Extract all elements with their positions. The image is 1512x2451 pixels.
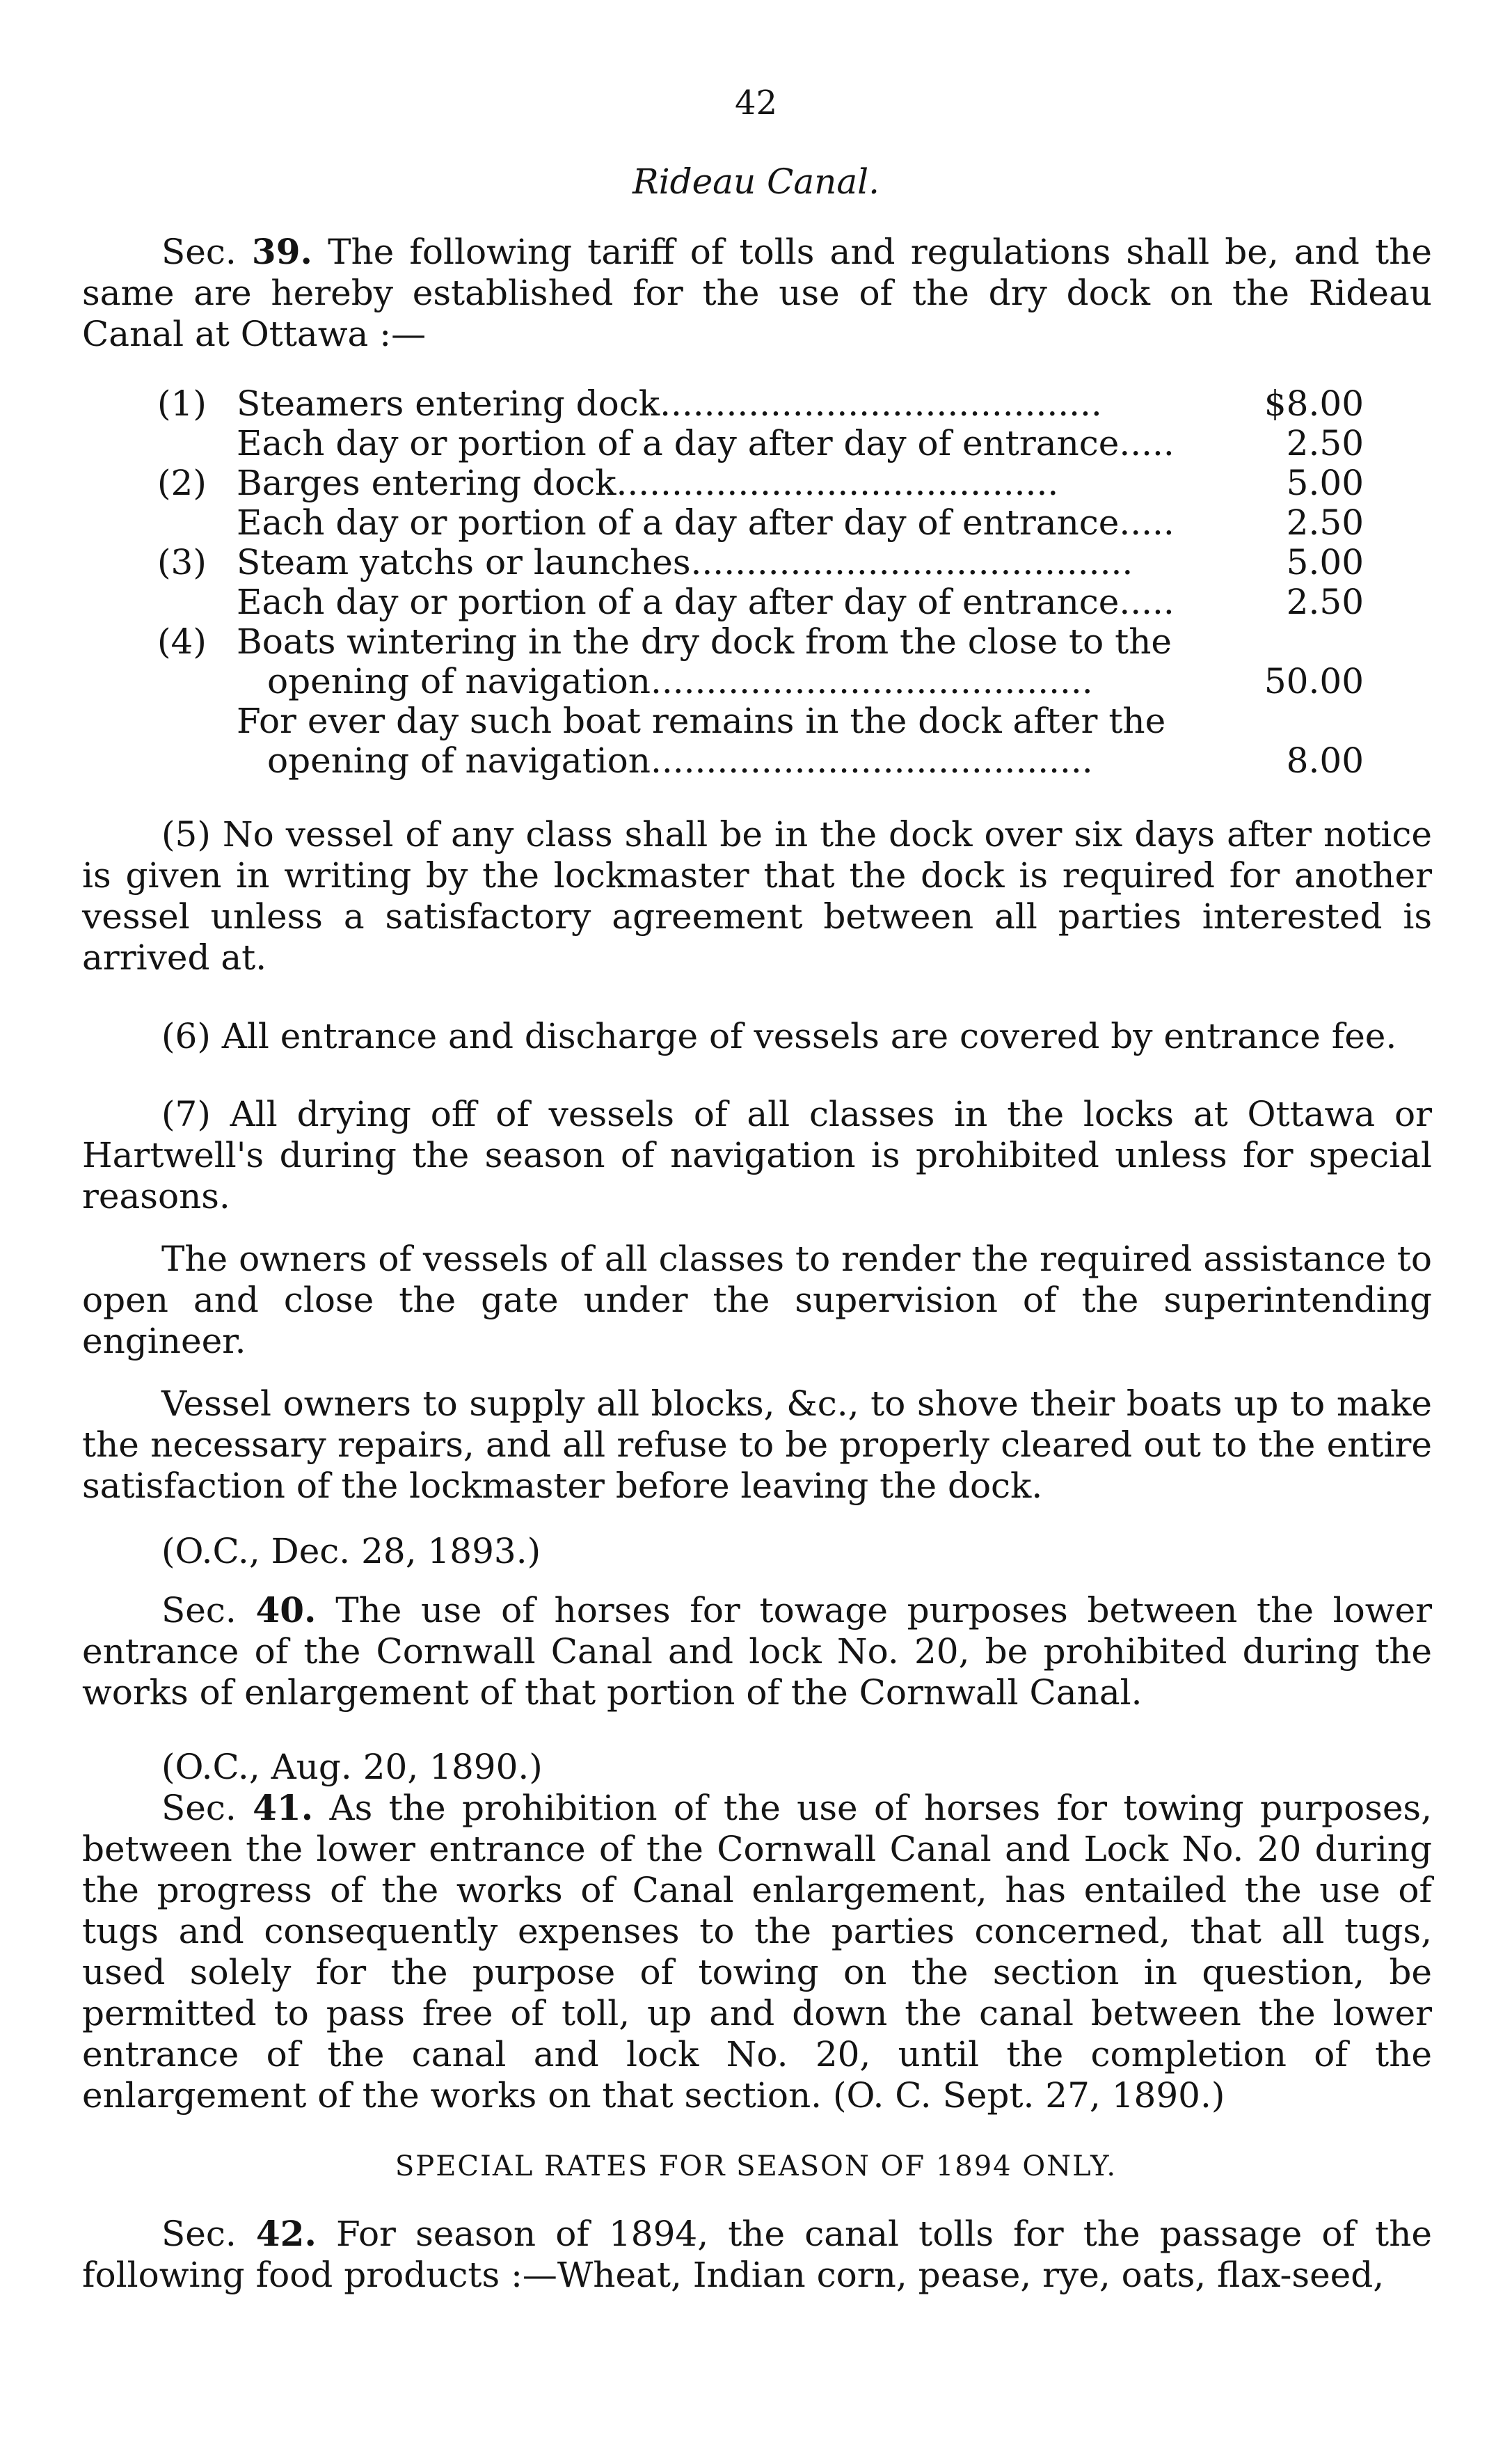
item-amount: 5.00 [1286, 542, 1364, 582]
item-amount: 8.00 [1286, 740, 1364, 781]
section-number: 41. [253, 1787, 314, 1828]
regulation-owners-blocks: Vessel owners to supply all blocks, &c., to shove their boats up to make the necessary repairs, and all refuse to be properly cleared out to the entire satisfaction of the lockmaster before leaving the dock. [82, 1383, 1432, 1506]
item-description: Steam yatchs or launches........................................ [237, 543, 1133, 582]
item-description-line: opening of navigation........................................ [267, 662, 1093, 701]
tariff-row [157, 582, 1364, 622]
tariff-row [157, 384, 1364, 424]
section-text: The following tariff of tolls and regulations shall be, and the same are hereby established for the use of the dry dock on the Rideau Canal at Ottawa :— [82, 232, 1432, 354]
item-amount: 5.00 [1286, 463, 1364, 503]
regulation-7: (7) All drying off of vessels of all classes in the locks at Ottawa or Hartwell's during the season of navigation is prohibited unless for special reasons. [82, 1094, 1432, 1216]
item-description: Each day or portion of a day after day of entrance..... [237, 424, 1175, 463]
section-label: Sec. [161, 2214, 237, 2254]
item-description: Barges entering dock........................................ [237, 463, 1059, 503]
item-number: (1) [157, 383, 207, 424]
section-ref: (O. C. Sept. 27, 1890.) [832, 2075, 1225, 2116]
section-42 [82, 2213, 1432, 2296]
item-description: Each day or portion of a day after day of entrance..... [237, 582, 1175, 622]
special-rates-heading: SPECIAL RATES FOR SEASON OF 1894 ONLY. [395, 2150, 1117, 2182]
item-description-line: For ever day such boat remains in the dock after the [237, 701, 1166, 741]
section-number: 39. [251, 231, 312, 272]
item-description-line: opening of navigation........................................ [267, 741, 1093, 781]
tariff-row [157, 622, 1364, 701]
item-amount: 2.50 [1286, 502, 1364, 543]
order-in-council-ref: (O.C., Aug. 20, 1890.) [161, 1747, 543, 1787]
tariff-row [157, 543, 1364, 582]
section-39 [82, 231, 1432, 355]
item-number: (2) [157, 463, 207, 503]
section-40 [82, 1589, 1432, 1713]
item-description-line: Boats wintering in the dry dock from the close to the [237, 622, 1172, 662]
section-41 [82, 1787, 1432, 2116]
item-number: (3) [157, 542, 207, 582]
section-label: Sec. [161, 1788, 237, 1828]
section-text: As the prohibition of the use of horses for towing purposes, between the lower entrance of the Cornwall Canal and Lock No. 20 during the progress of the works of Canal enlargement, has entailed the use of tugs and consequently expenses to the parties concerned, that all tugs, used solely for the purpose of towing on the section in question, be permitted to pass free of toll, up and down the canal between the lower entrance of the canal and lock No. 20, until the completion of the enlargement of the works on that section. [82, 1788, 1432, 2116]
running-head: Rideau Canal. [632, 161, 880, 202]
tariff-row [157, 701, 1364, 781]
order-in-council-ref: (O.C., Dec. 28, 1893.) [161, 1531, 541, 1571]
tariff-row [157, 424, 1364, 463]
item-description [237, 701, 1200, 781]
item-description: Each day or portion of a day after day of entrance..... [237, 503, 1175, 543]
page-number: 42 [734, 84, 778, 122]
section-number: 40. [255, 1589, 317, 1631]
section-text: The use of horses for towage purposes between the lower entrance of the Cornwall Canal and lock No. 20, be prohibited during the works of enlargement of that portion of the Cornwall Canal. [82, 1590, 1433, 1713]
section-label: Sec. [161, 232, 237, 272]
item-amount: 50.00 [1264, 661, 1364, 701]
dry-dock-tariff [157, 384, 1364, 781]
item-description [237, 622, 1200, 701]
item-description: Steamers entering dock........................................ [237, 384, 1102, 424]
item-amount: 2.50 [1286, 423, 1364, 463]
regulation-5: (5) No vessel of any class shall be in the dock over six days after notice is given in writing by the lockmaster that the dock is required for another vessel unless a satisfactory agreement between all parties interested is arrived at. [82, 814, 1432, 978]
regulation-6: (6) All entrance and discharge of vessels are covered by entrance fee. [161, 1016, 1397, 1056]
regulation-owners-assist: The owners of vessels of all classes to render the required assistance to open and close the gate under the supervision of the superintending engineer. [82, 1239, 1432, 1361]
tariff-row [157, 463, 1364, 503]
section-label: Sec. [161, 1590, 237, 1631]
item-amount: 2.50 [1286, 582, 1364, 622]
item-amount: $8.00 [1264, 383, 1364, 424]
tariff-row [157, 503, 1364, 543]
section-text: For season of 1894, the canal tolls for the passage of the following food products :—Wheat, Indian corn, pease, rye, oats, flax-seed, [82, 2214, 1432, 2295]
item-number: (4) [157, 621, 207, 662]
section-number: 42. [255, 2213, 317, 2254]
